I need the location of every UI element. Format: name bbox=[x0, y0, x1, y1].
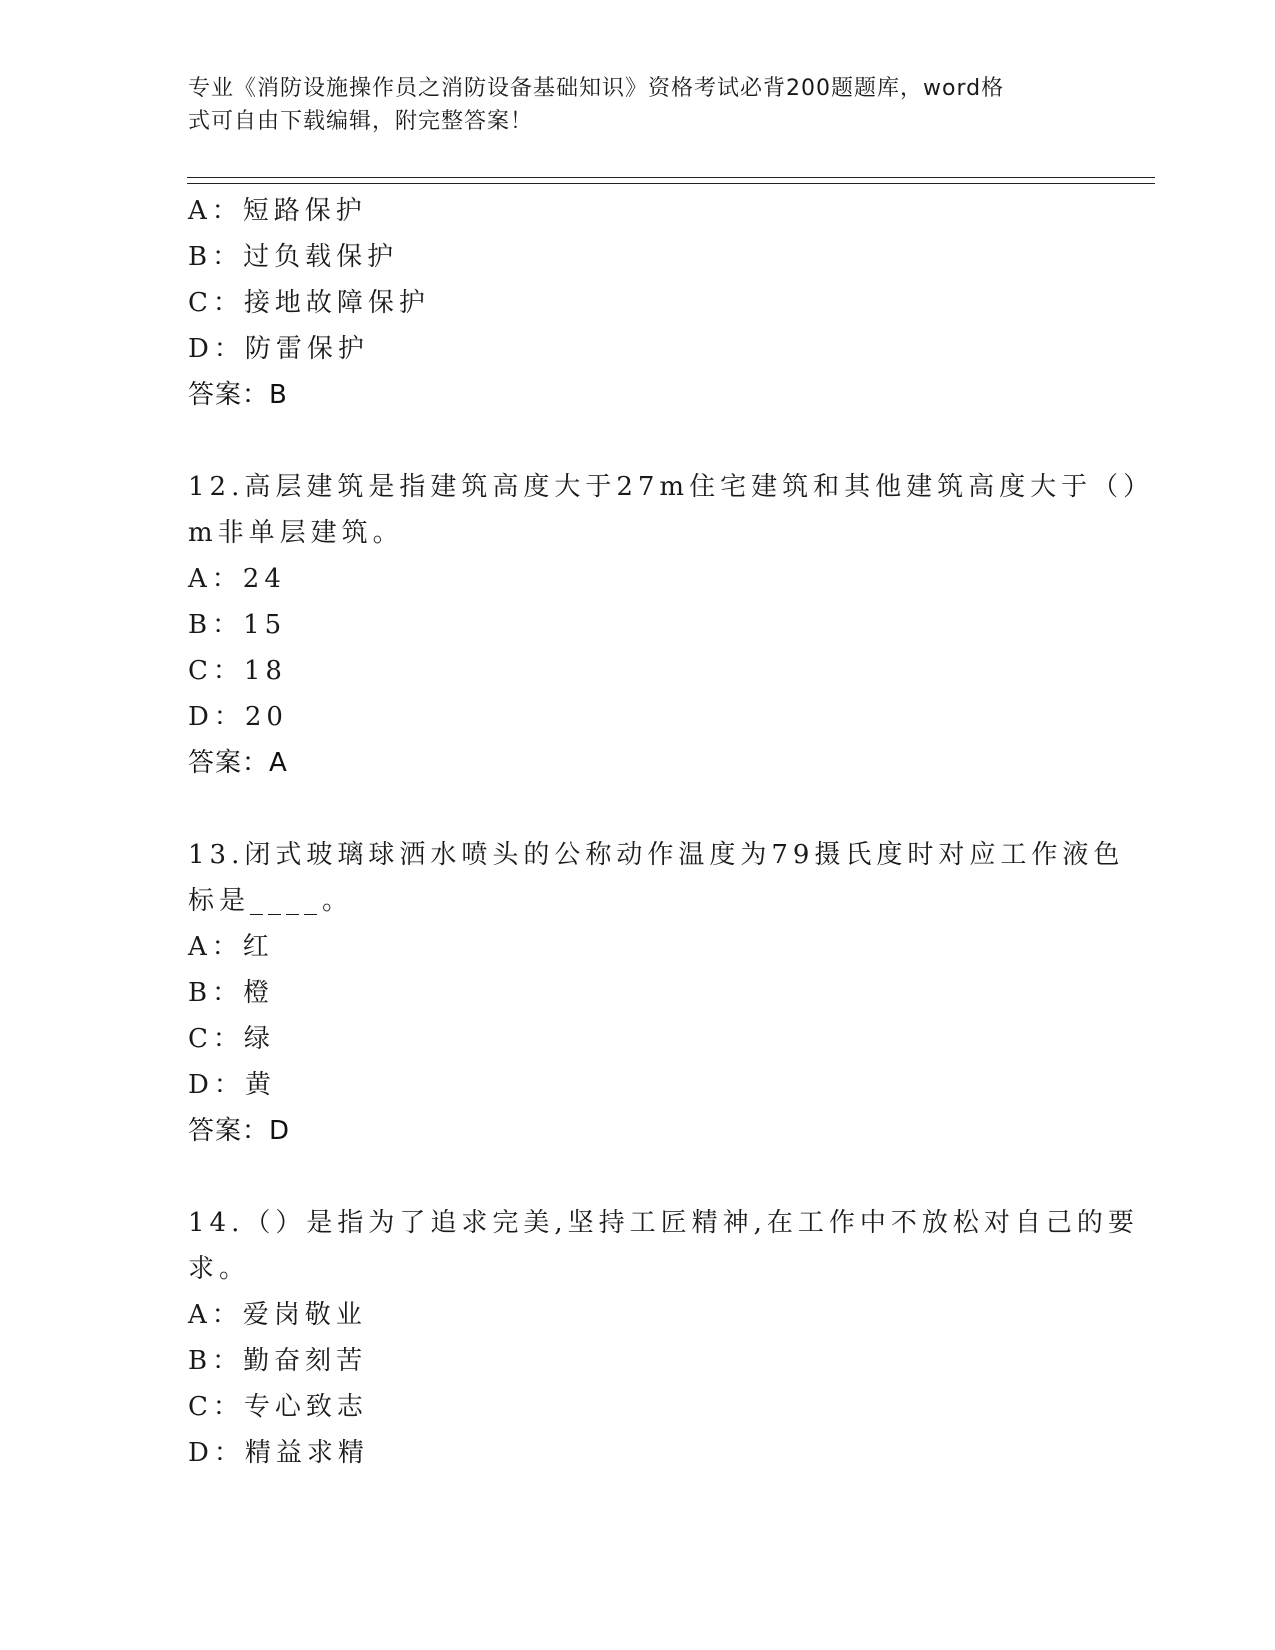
question-text-line-2: m非单层建筑。 bbox=[188, 518, 404, 548]
answer-label: 答案：A bbox=[188, 748, 288, 778]
option-d: D：防雷保护 bbox=[188, 334, 369, 364]
header-line-2: 式可自由下载编辑，附完整答案！ bbox=[188, 109, 534, 134]
question-text-line-2: 求。 bbox=[188, 1254, 251, 1284]
question-text-line-1: 12.高层建筑是指建筑高度大于27m住宅建筑和其他建筑高度大于（） bbox=[188, 472, 1155, 502]
option-b: B：15 bbox=[188, 610, 287, 640]
option-a: A：爱岗敬业 bbox=[188, 1300, 367, 1330]
question-text-line-2: 标是____。 bbox=[188, 886, 354, 916]
question-text-line-1: 13.闭式玻璃球洒水喷头的公称动作温度为79摄氏度时对应工作液色 bbox=[188, 840, 1125, 870]
option-c: C：18 bbox=[188, 656, 287, 686]
option-a: A：24 bbox=[188, 564, 286, 594]
spacer bbox=[188, 1154, 1088, 1200]
question-text-line-1: 14.（）是指为了追求完美,坚持工匠精神,在工作中不放松对自己的要 bbox=[188, 1208, 1139, 1238]
option-b: B：过负载保护 bbox=[188, 242, 399, 272]
question-list bbox=[188, 188, 1155, 1476]
spacer bbox=[188, 418, 1088, 464]
option-d: D：黄 bbox=[188, 1070, 276, 1100]
option-b: B：橙 bbox=[188, 978, 275, 1008]
document-header bbox=[188, 72, 1068, 138]
header-divider-bottom bbox=[187, 183, 1155, 184]
option-d: D：20 bbox=[188, 702, 288, 732]
option-a: A：短路保护 bbox=[188, 196, 367, 226]
option-d: D：精益求精 bbox=[188, 1438, 369, 1468]
spacer bbox=[188, 786, 1088, 832]
header-divider-top bbox=[187, 177, 1155, 178]
answer-label: 答案：B bbox=[188, 380, 288, 410]
option-c: C：接地故障保护 bbox=[188, 288, 430, 318]
question-12 bbox=[188, 464, 1155, 786]
option-b: B：勤奋刻苦 bbox=[188, 1346, 368, 1376]
option-a: A：红 bbox=[188, 932, 274, 962]
question-11 bbox=[188, 188, 1088, 418]
question-13 bbox=[188, 832, 1125, 1154]
option-c: C：专心致志 bbox=[188, 1392, 368, 1422]
option-c: C：绿 bbox=[188, 1024, 275, 1054]
answer-label: 答案：D bbox=[188, 1116, 291, 1146]
question-14 bbox=[188, 1200, 1139, 1476]
header-line-1: 专业《消防设施操作员之消防设备基础知识》资格考试必背200题题库，word格 bbox=[188, 76, 1005, 101]
